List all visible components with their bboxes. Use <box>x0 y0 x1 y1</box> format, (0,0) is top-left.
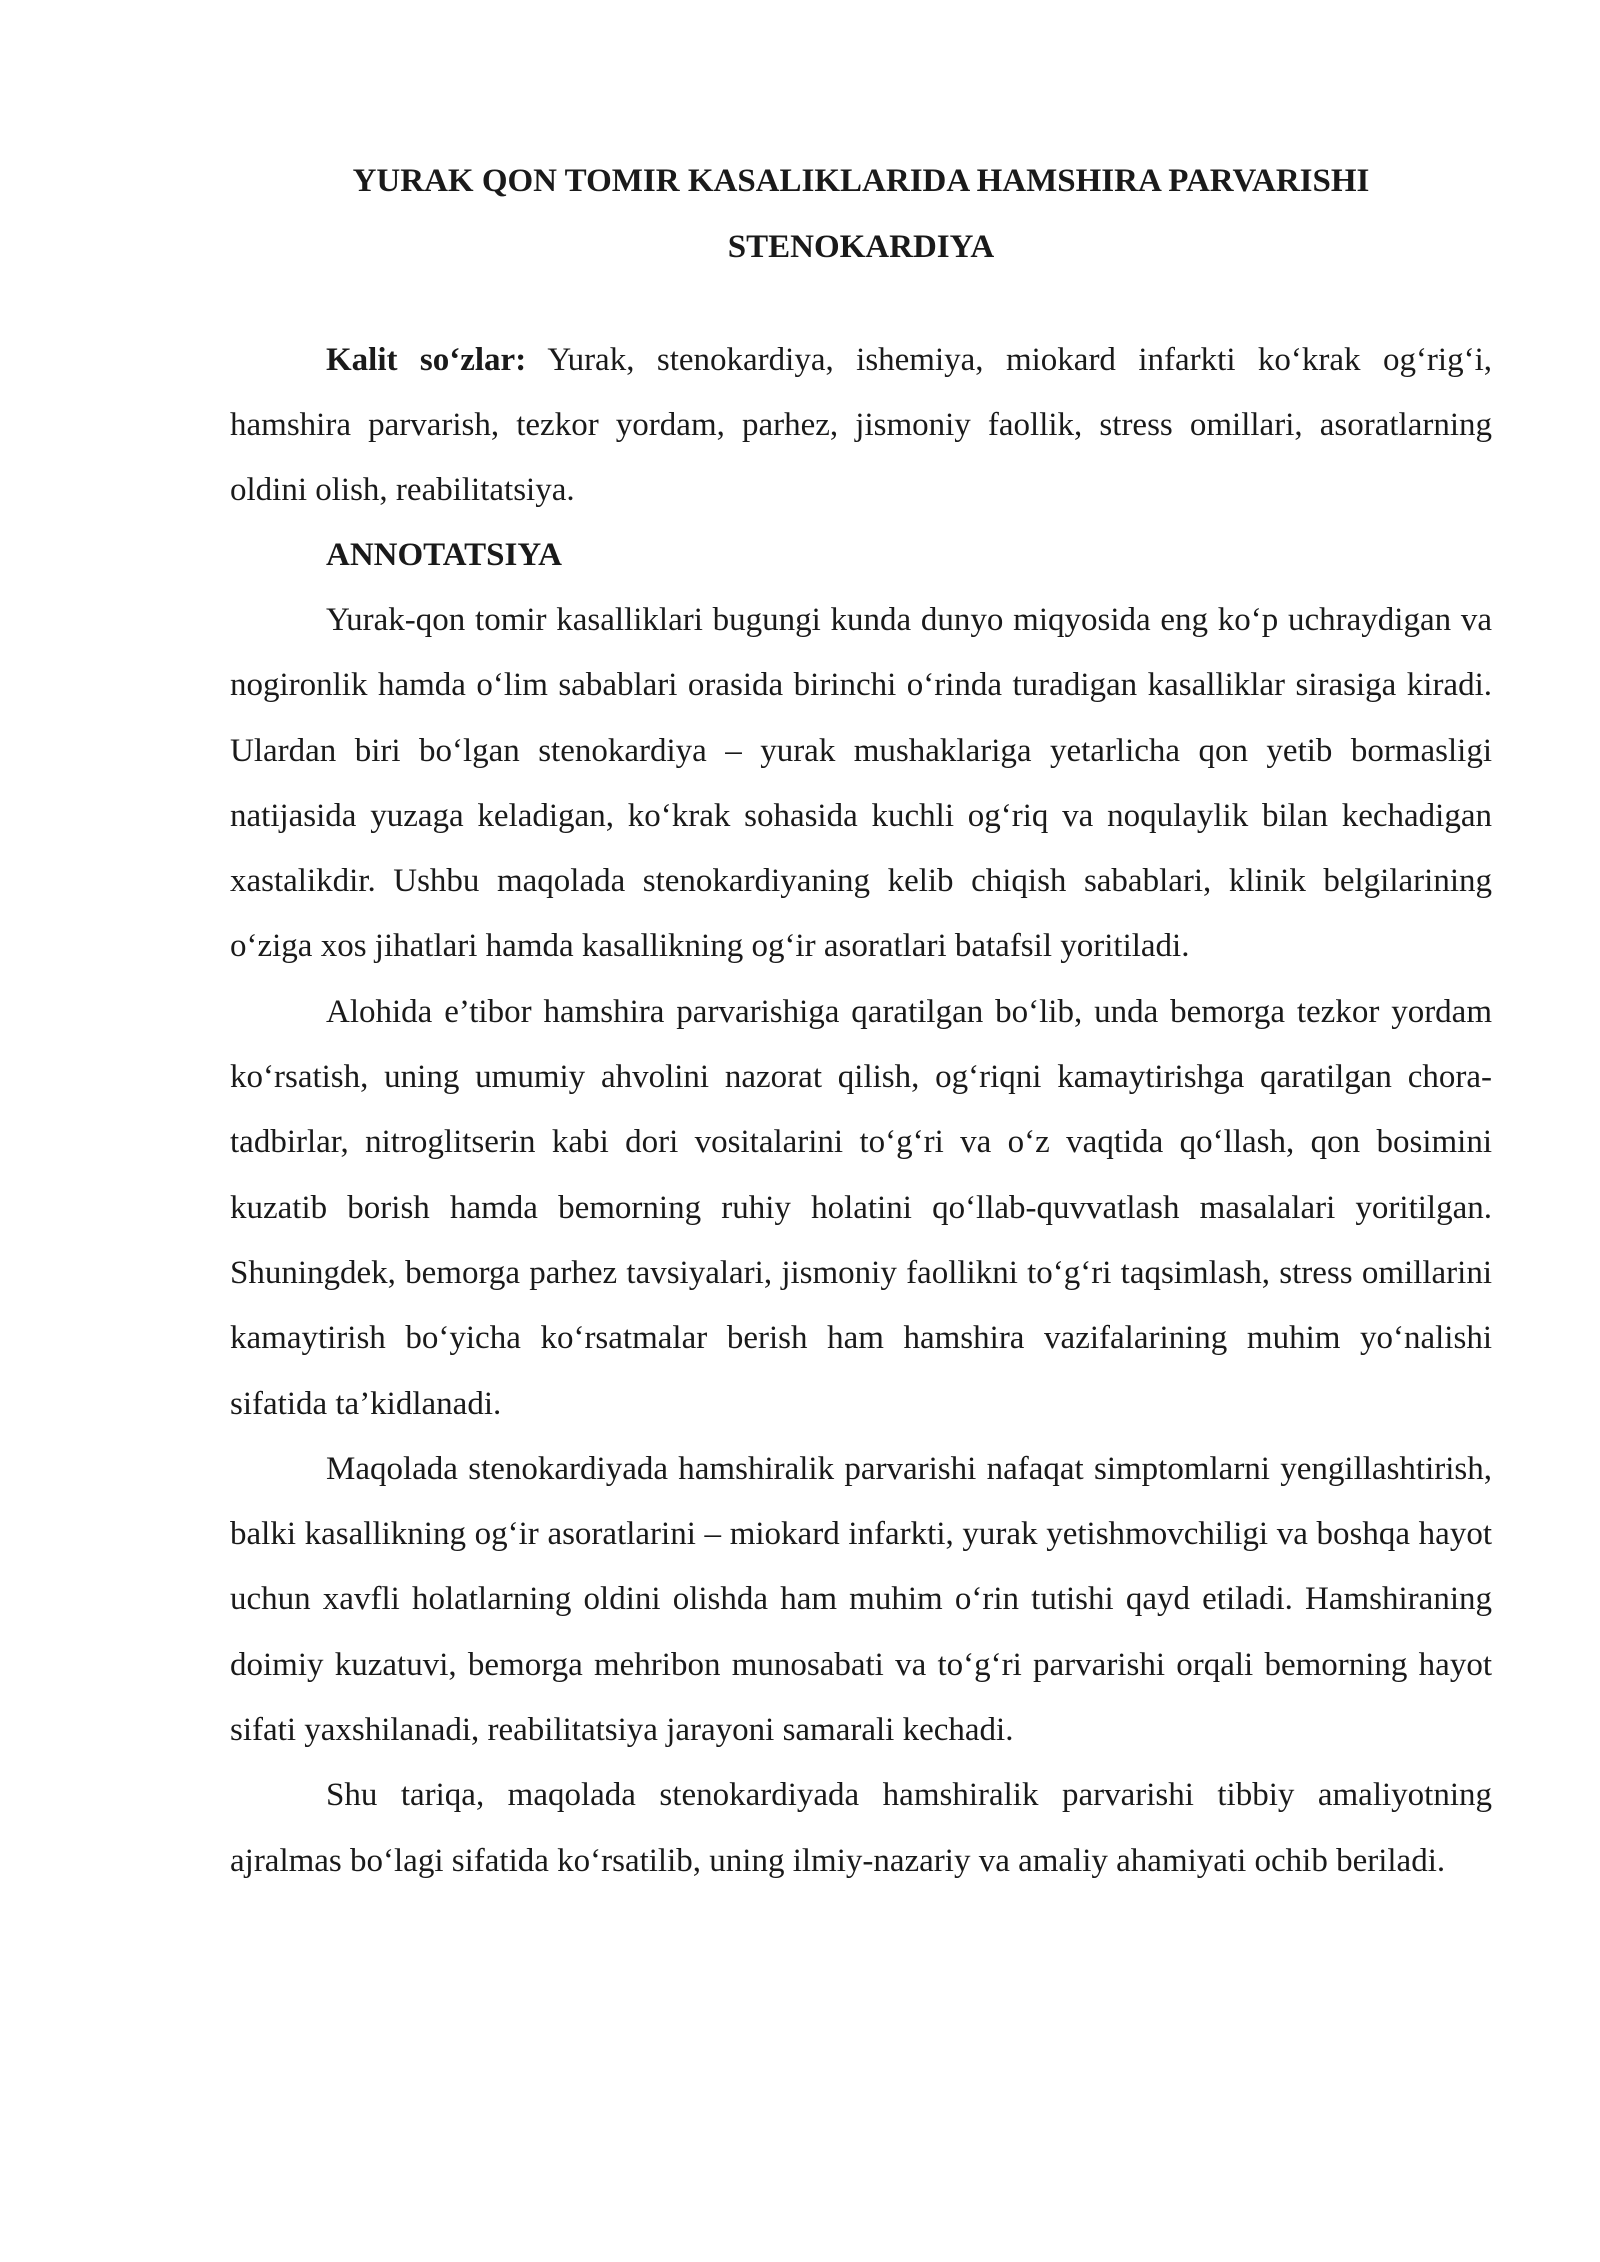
document-page <box>230 148 1492 1894</box>
annotation-paragraph-4: Shu tariqa, maqolada stenokardiyada hamshiralik parvarishi tibbiy amaliyotning ajralmas bo‘lagi sifatida ko‘rsatilib, uning ilmiy-nazariy va amaliy ahamiyati ochib beriladi. <box>230 1777 1492 1879</box>
annotation-paragraph-3: Maqolada stenokardiyada hamshiralik parvarishi nafaqat simptomlarni yengillashtirish, balki kasallikning og‘ir asoratlarini – miokard infarkti, yurak yetishmovchiligi va boshqa hayot uchun xavfli holatlarning oldini olishda ham muhim o‘rin tutishi qayd etiladi. Hamshiraning doimiy kuzatuvi, bemorga mehribon munosabati va to‘g‘ri parvarishi orqali bemorning hayot sifati yaxshilanadi, reabilitatsiya jarayoni samarali kechadi. <box>230 1450 1492 1749</box>
document-title <box>230 148 1492 280</box>
keywords-paragraph <box>230 328 1492 523</box>
annotation-paragraph-2: Alohida e’tibor hamshira parvarishiga qaratilgan bo‘lib, unda bemorga tezkor yordam ko‘rsatish, uning umumiy ahvolini nazorat qilish, og‘riqni kamaytirishga qaratilgan chora-tadbirlar, nitroglitserin kabi dori vositalarini to‘g‘ri va o‘z vaqtida qo‘llash, qon bosimini kuzatib borish hamda bemorning ruhiy holatini qo‘llab-quvvatlash masalalari yoritilgan. Shuningdek, bemorga parhez tavsiyalari, jismoniy faollikni to‘g‘ri taqsimlash, stress omillarini kamaytirish bo‘yicha ko‘rsatmalar berish ham hamshira vazifalarining muhim yo‘nalishi sifatida ta’kidlanadi. <box>230 993 1492 1422</box>
keywords-text: Yurak, stenokardiya, ishemiya, miokard infarkti ko‘krak og‘rig‘i, hamshira parvarish, tezkor yordam, parhez, jismoniy faollik, stress omillari, asoratlarning oldini olish, reabilitatsiya. <box>230 342 1492 508</box>
annotation-heading: ANNOTATSIYA <box>326 537 562 573</box>
title-line-2: STENOKARDIYA <box>727 229 995 265</box>
title-line-1: YURAK QON TOMIR KASALIKLARIDA HAMSHIRA PARVARISHI <box>352 163 1370 199</box>
keywords-label: Kalit so‘zlar: <box>326 342 527 378</box>
annotation-paragraph-1: Yurak-qon tomir kasalliklari bugungi kunda dunyo miqyosida eng ko‘p uchraydigan va nogironlik hamda o‘lim sabablari orasida birinchi o‘rinda turadigan kasalliklar sirasiga kiradi. Ulardan biri bo‘lgan stenokardiya – yurak mushaklariga yetarlicha qon yetib bormasligi natijasida yuzaga keladigan, ko‘krak sohasida kuchli og‘riq va noqulaylik bilan kechadigan xastalikdir. Ushbu maqolada stenokardiyaning kelib chiqish sabablari, klinik belgilarining o‘ziga xos jihatlari hamda kasallikning og‘ir asoratlari batafsil yoritiladi. <box>230 602 1492 965</box>
